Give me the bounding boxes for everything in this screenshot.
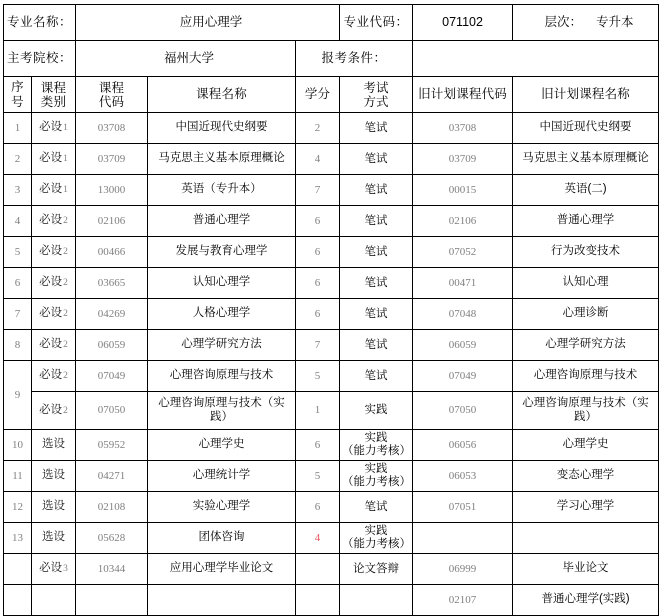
cell-old-course-code: 02106 xyxy=(413,206,513,237)
category-text: 选设 xyxy=(42,438,65,451)
cell-course-code: 06059 xyxy=(76,330,148,361)
category-level: 2 xyxy=(63,340,68,351)
cell-course-code: 03665 xyxy=(76,268,148,299)
category-text: 必设 xyxy=(39,214,63,227)
cell-credit: 6 xyxy=(296,268,340,299)
cell-old-course-name xyxy=(513,523,659,554)
cell-course-name: 心理学史 xyxy=(148,430,296,461)
cell-exam-method xyxy=(340,330,413,361)
cell-old-course-code: 07050 xyxy=(413,392,513,430)
cell-exam-method xyxy=(340,585,413,616)
table-header-row xyxy=(4,77,659,113)
cell-seq: 7 xyxy=(4,299,32,330)
meta-row-major xyxy=(4,5,659,41)
cell-old-course-name: 行为改变技术 xyxy=(513,237,659,268)
level-cell xyxy=(513,5,659,41)
cell-category xyxy=(32,430,76,461)
cell-seq: 3 xyxy=(4,175,32,206)
cell-course-name: 团体咨询 xyxy=(148,523,296,554)
category-level: 3 xyxy=(63,564,68,575)
cell-category xyxy=(32,523,76,554)
cell-old-course-code: 07048 xyxy=(413,299,513,330)
header-name: 课程名称 xyxy=(148,77,296,113)
meta-row-school xyxy=(4,41,659,77)
cell-old-course-name: 毕业论文 xyxy=(513,554,659,585)
cell-course-code: 02106 xyxy=(76,206,148,237)
header-category xyxy=(32,77,76,113)
category-text: 必设 xyxy=(39,403,63,416)
cell-seq: 4 xyxy=(4,206,32,237)
cell-course-code: 13000 xyxy=(76,175,148,206)
cell-old-course-name: 心理学史 xyxy=(513,430,659,461)
table-row xyxy=(4,461,659,492)
cell-course-name: 人格心理学 xyxy=(148,299,296,330)
cell-old-course-name: 普通心理学 xyxy=(513,206,659,237)
cell-course-code: 10344 xyxy=(76,554,148,585)
school-value: 福州大学 xyxy=(76,41,296,77)
cell-old-course-code: 00015 xyxy=(413,175,513,206)
cell-category xyxy=(32,492,76,523)
table-row xyxy=(4,237,659,268)
exam-method-line1: 笔试 xyxy=(364,183,388,196)
table-row xyxy=(4,523,659,554)
major-name-label: 专业名称： xyxy=(4,5,76,41)
exam-method-line2: （能力考核） xyxy=(342,476,412,488)
major-code-label: 专业代码： xyxy=(340,5,413,41)
cell-course-name: 中国近现代史纲要 xyxy=(148,113,296,144)
table-row xyxy=(4,554,659,585)
table-row xyxy=(4,268,659,299)
cell-course-name: 应用心理学毕业论文 xyxy=(148,554,296,585)
header-method-line1: 考试 xyxy=(363,80,389,95)
category-level: 1 xyxy=(63,123,68,134)
cell-seq: 9 xyxy=(4,361,32,430)
cell-exam-method xyxy=(340,237,413,268)
requirement-label: 报考条件： xyxy=(296,41,413,77)
cell-course-code: 02108 xyxy=(76,492,148,523)
exam-method-line1: 实践 xyxy=(364,463,388,476)
cell-old-course-name: 普通心理学(实践) xyxy=(513,585,659,616)
exam-method-line1: 笔试 xyxy=(364,338,388,351)
header-method-line2: 方式 xyxy=(363,94,389,109)
cell-course-code: 05628 xyxy=(76,523,148,554)
cell-credit: 7 xyxy=(296,330,340,361)
exam-method-line2: （能力考核） xyxy=(342,538,412,550)
cell-credit: 6 xyxy=(296,299,340,330)
header-old-code: 旧计划课程代码 xyxy=(413,77,513,113)
cell-old-course-code: 03709 xyxy=(413,144,513,175)
cell-exam-method xyxy=(340,523,413,554)
level-label: 层次： xyxy=(544,15,583,30)
table-row xyxy=(4,492,659,523)
category-text: 选设 xyxy=(42,469,65,482)
cell-credit: 1 xyxy=(296,392,340,430)
cell-exam-method xyxy=(340,299,413,330)
cell-old-course-name: 英语(二) xyxy=(513,175,659,206)
exam-method-line1: 笔试 xyxy=(364,245,388,258)
cell-credit: 5 xyxy=(296,361,340,392)
cell-category xyxy=(32,268,76,299)
category-level: 2 xyxy=(63,278,68,289)
cell-course-code: 00466 xyxy=(76,237,148,268)
cell-course-name: 认知心理学 xyxy=(148,268,296,299)
cell-exam-method xyxy=(340,392,413,430)
cell-old-course-code: 06999 xyxy=(413,554,513,585)
category-level: 2 xyxy=(63,309,68,320)
cell-category xyxy=(32,206,76,237)
table-row xyxy=(4,175,659,206)
cell-category xyxy=(32,113,76,144)
cell-course-name: 发展与教育心理学 xyxy=(148,237,296,268)
cell-old-course-code xyxy=(413,523,513,554)
category-level: 2 xyxy=(63,405,68,416)
cell-exam-method xyxy=(340,361,413,392)
cell-credit: 6 xyxy=(296,430,340,461)
category-text: 必设 xyxy=(39,183,63,196)
cell-category xyxy=(32,330,76,361)
course-plan-table xyxy=(3,4,659,616)
cell-old-course-code: 02107 xyxy=(413,585,513,616)
exam-method-line1: 笔试 xyxy=(364,121,388,134)
major-code-value: 071102 xyxy=(413,5,513,41)
category-text: 必设 xyxy=(39,152,63,165)
cell-course-name: 心理咨询原理与技术（实践） xyxy=(148,392,296,430)
cell-category xyxy=(32,175,76,206)
cell-exam-method xyxy=(340,430,413,461)
cell-category xyxy=(32,299,76,330)
cell-old-course-name: 心理咨询原理与技术 xyxy=(513,361,659,392)
cell-old-course-code: 03708 xyxy=(413,113,513,144)
header-category-line2: 类别 xyxy=(40,94,67,109)
cell-credit: 5 xyxy=(296,461,340,492)
category-level: 1 xyxy=(63,185,68,196)
cell-old-course-code: 07052 xyxy=(413,237,513,268)
table-row xyxy=(4,113,659,144)
cell-exam-method xyxy=(340,268,413,299)
table-row xyxy=(4,299,659,330)
cell-seq: 10 xyxy=(4,430,32,461)
table-row xyxy=(4,206,659,237)
cell-seq: 1 xyxy=(4,113,32,144)
cell-exam-method xyxy=(340,113,413,144)
cell-seq: 11 xyxy=(4,461,32,492)
cell-seq: 12 xyxy=(4,492,32,523)
exam-method-line1: 笔试 xyxy=(364,307,388,320)
cell-old-course-name: 心理咨询原理与技术（实践） xyxy=(513,392,659,430)
header-old-name: 旧计划课程名称 xyxy=(513,77,659,113)
cell-category xyxy=(32,554,76,585)
cell-course-name: 英语（专升本） xyxy=(148,175,296,206)
category-text: 必设 xyxy=(39,338,63,351)
cell-credit: 6 xyxy=(296,237,340,268)
cell-old-course-code: 06056 xyxy=(413,430,513,461)
exam-method-line1: 笔试 xyxy=(364,500,388,513)
cell-seq: 5 xyxy=(4,237,32,268)
cell-seq xyxy=(4,585,32,616)
category-text: 必设 xyxy=(39,369,63,382)
exam-method-line1: 实践 xyxy=(364,525,388,538)
cell-credit xyxy=(296,554,340,585)
header-code xyxy=(76,77,148,113)
cell-exam-method xyxy=(340,461,413,492)
cell-old-course-code: 07049 xyxy=(413,361,513,392)
cell-course-code: 07050 xyxy=(76,392,148,430)
cell-seq: 13 xyxy=(4,523,32,554)
cell-exam-method xyxy=(340,175,413,206)
cell-old-course-name: 学习心理学 xyxy=(513,492,659,523)
cell-seq: 8 xyxy=(4,330,32,361)
exam-method-line1: 实践 xyxy=(364,404,388,417)
cell-old-course-name: 变态心理学 xyxy=(513,461,659,492)
level-value: 专升本 xyxy=(596,15,634,30)
cell-old-course-name: 马克思主义基本原理概论 xyxy=(513,144,659,175)
cell-old-course-code: 06053 xyxy=(413,461,513,492)
exam-method-line1: 实践 xyxy=(364,432,388,445)
header-method xyxy=(340,77,413,113)
cell-course-name: 心理学研究方法 xyxy=(148,330,296,361)
header-seq: 序号 xyxy=(4,77,32,113)
exam-method-line2: （能力考核） xyxy=(342,445,412,457)
table-row xyxy=(4,361,659,392)
cell-course-name xyxy=(148,585,296,616)
requirement-value xyxy=(413,41,659,77)
category-level: 2 xyxy=(63,216,68,227)
cell-seq xyxy=(4,554,32,585)
cell-course-name: 普通心理学 xyxy=(148,206,296,237)
cell-old-course-name: 心理诊断 xyxy=(513,299,659,330)
table-row xyxy=(4,330,659,361)
cell-exam-method xyxy=(340,554,413,585)
cell-old-course-name: 中国近现代史纲要 xyxy=(513,113,659,144)
cell-old-course-code: 07051 xyxy=(413,492,513,523)
exam-method-line1: 笔试 xyxy=(364,276,388,289)
cell-exam-method xyxy=(340,206,413,237)
cell-course-code: 07049 xyxy=(76,361,148,392)
cell-category xyxy=(32,237,76,268)
cell-course-code: 04271 xyxy=(76,461,148,492)
table-row xyxy=(4,585,659,616)
cell-category xyxy=(32,392,76,430)
category-text: 必设 xyxy=(39,562,63,575)
cell-credit: 4 xyxy=(296,144,340,175)
cell-course-name: 实验心理学 xyxy=(148,492,296,523)
cell-course-code xyxy=(76,585,148,616)
cell-seq: 2 xyxy=(4,144,32,175)
cell-course-code: 04269 xyxy=(76,299,148,330)
school-label: 主考院校： xyxy=(4,41,76,77)
cell-old-course-name: 心理学研究方法 xyxy=(513,330,659,361)
cell-course-code: 05952 xyxy=(76,430,148,461)
exam-method-line1: 论文答辩 xyxy=(353,562,400,575)
cell-seq: 6 xyxy=(4,268,32,299)
exam-method-line1: 笔试 xyxy=(364,369,388,382)
header-code-line1: 课程 xyxy=(98,80,125,95)
cell-course-name: 马克思主义基本原理概论 xyxy=(148,144,296,175)
category-text: 选设 xyxy=(42,531,65,544)
cell-credit: 7 xyxy=(296,175,340,206)
category-text: 必设 xyxy=(39,307,63,320)
cell-course-name: 心理统计学 xyxy=(148,461,296,492)
table-row xyxy=(4,392,659,430)
cell-credit: 6 xyxy=(296,492,340,523)
cell-category xyxy=(32,361,76,392)
category-text: 必设 xyxy=(39,276,63,289)
cell-old-course-code: 00471 xyxy=(413,268,513,299)
header-credit: 学分 xyxy=(296,77,340,113)
table-row xyxy=(4,144,659,175)
cell-credit: 4 xyxy=(296,523,340,554)
cell-old-course-code: 06059 xyxy=(413,330,513,361)
cell-credit xyxy=(296,585,340,616)
cell-category xyxy=(32,461,76,492)
category-level: 1 xyxy=(63,154,68,165)
cell-exam-method xyxy=(340,144,413,175)
cell-course-code: 03709 xyxy=(76,144,148,175)
cell-credit: 2 xyxy=(296,113,340,144)
cell-course-code: 03708 xyxy=(76,113,148,144)
major-name-value: 应用心理学 xyxy=(76,5,340,41)
cell-exam-method xyxy=(340,492,413,523)
cell-old-course-name: 认知心理 xyxy=(513,268,659,299)
exam-method-line1: 笔试 xyxy=(364,152,388,165)
category-level: 2 xyxy=(63,247,68,258)
category-text: 选设 xyxy=(42,500,65,513)
cell-category xyxy=(32,585,76,616)
header-code-line2: 代码 xyxy=(98,94,125,109)
category-text: 必设 xyxy=(39,245,63,258)
course-plan-page xyxy=(0,4,661,609)
category-text: 必设 xyxy=(39,121,63,134)
header-category-line1: 课程 xyxy=(40,80,67,95)
exam-method-line1: 笔试 xyxy=(364,214,388,227)
table-row xyxy=(4,430,659,461)
cell-course-name: 心理咨询原理与技术 xyxy=(148,361,296,392)
cell-category xyxy=(32,144,76,175)
cell-credit: 6 xyxy=(296,206,340,237)
category-level: 2 xyxy=(63,371,68,382)
